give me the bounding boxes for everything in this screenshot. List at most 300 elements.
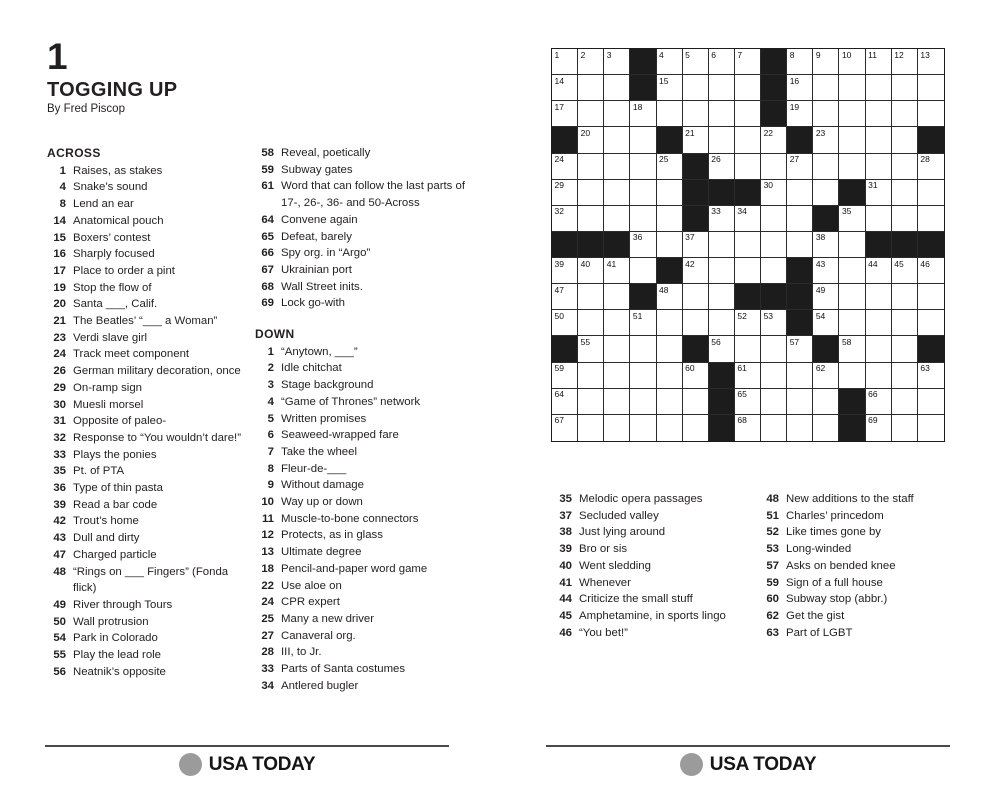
grid-cell — [630, 127, 656, 153]
grid-cell — [578, 127, 604, 153]
clue-item — [255, 628, 470, 645]
clue-item — [255, 678, 470, 695]
grid-cell — [787, 415, 813, 441]
clue-item — [47, 196, 253, 213]
clue-text: Sharply focused — [73, 248, 155, 261]
down-clues-column-2 — [760, 491, 960, 641]
clue-text: CPR expert — [281, 596, 340, 609]
cell-number: 65 — [737, 389, 747, 400]
clue-text: Response to “You wouldn’t dare!” — [73, 431, 242, 444]
clue-number: 19 — [53, 281, 66, 294]
clue-number: 6 — [267, 429, 274, 442]
clue-text: Criticize the small stuff — [579, 593, 693, 606]
clue-item — [47, 397, 253, 414]
grid-cell — [892, 389, 918, 415]
grid-cell — [866, 206, 892, 232]
grid-cell — [813, 232, 839, 258]
grid-cell — [604, 206, 630, 232]
clue-number: 57 — [766, 559, 779, 572]
grid-cell — [787, 206, 813, 232]
clue-item — [255, 178, 470, 211]
grid-cell — [866, 336, 892, 362]
cell-number: 28 — [920, 154, 930, 165]
clue-text: Dull and dirty — [73, 532, 140, 545]
grid-cell — [683, 415, 709, 441]
clue-item — [255, 245, 470, 262]
grid-cell-black — [892, 232, 918, 258]
clue-text: Parts of Santa costumes — [281, 663, 406, 676]
clue-text: Melodic opera passages — [579, 493, 703, 505]
grid-cell-black — [918, 336, 944, 362]
clue-item — [255, 377, 470, 394]
grid-cell — [918, 284, 944, 310]
grid-cell-black — [787, 310, 813, 336]
clue-item — [255, 145, 470, 162]
clue-number: 10 — [261, 496, 274, 509]
clue-text: Stage background — [281, 379, 374, 392]
clue-number: 31 — [53, 415, 66, 428]
grid-cell — [657, 180, 683, 206]
clue-text: Ultimate degree — [281, 546, 362, 559]
clue-text: Reveal, poetically — [281, 147, 371, 159]
clue-text: Opposite of paleo- — [73, 415, 167, 428]
grid-cell — [839, 258, 865, 284]
cell-number: 10 — [841, 49, 852, 60]
grid-cell — [918, 310, 944, 336]
grid-cell — [552, 284, 578, 310]
clue-number: 20 — [53, 298, 66, 311]
grid-cell — [813, 389, 839, 415]
puzzle-title: TOGGING UP — [47, 79, 178, 101]
clue-number: 9 — [267, 479, 274, 492]
clue-text: Muesli morsel — [73, 398, 144, 411]
grid-cell — [578, 310, 604, 336]
grid-cell — [839, 310, 865, 336]
grid-cell — [866, 127, 892, 153]
clue-item — [553, 524, 758, 541]
clue-item — [47, 380, 253, 397]
grid-cell — [604, 415, 630, 441]
grid-cell — [839, 127, 865, 153]
clue-item — [760, 524, 960, 541]
clue-text: Many a new driver — [281, 612, 375, 625]
grid-cell — [604, 101, 630, 127]
grid-cell — [735, 363, 761, 389]
clue-text: Asks on bended knee — [786, 559, 896, 572]
clue-number: 59 — [261, 163, 274, 176]
grid-cell-black — [839, 389, 865, 415]
clue-text: Verdi slave girl — [73, 331, 148, 344]
grid-cell — [709, 232, 735, 258]
grid-cell — [813, 49, 839, 75]
clue-number: 1 — [59, 164, 66, 177]
clue-text: III, to Jr. — [281, 646, 322, 659]
grid-cell — [813, 415, 839, 441]
clue-text: Canaveral org. — [281, 629, 356, 642]
grid-cell — [892, 336, 918, 362]
cell-number: 23 — [815, 127, 826, 138]
grid-cell — [552, 310, 578, 336]
grid-cell — [735, 154, 761, 180]
grid-cell — [918, 101, 944, 127]
cell-number: 22 — [763, 127, 774, 138]
grid-cell-black — [657, 127, 683, 153]
clue-number: 35 — [53, 465, 66, 478]
clue-text: Charles’ princedom — [786, 509, 884, 522]
clue-item — [255, 594, 470, 611]
grid-cell — [839, 363, 865, 389]
clue-number: 24 — [53, 348, 66, 361]
grid-cell — [918, 206, 944, 232]
clue-text: Raises, as stakes — [73, 164, 163, 177]
grid-cell — [761, 389, 787, 415]
clue-text: Neatnik’s opposite — [73, 665, 166, 678]
cell-number: 27 — [789, 154, 800, 165]
clue-item — [255, 477, 470, 494]
clue-number: 59 — [766, 576, 779, 589]
clue-number: 11 — [261, 512, 274, 525]
grid-cell — [552, 363, 578, 389]
clue-item — [760, 625, 960, 642]
grid-cell — [839, 101, 865, 127]
clue-item — [47, 179, 253, 196]
grid-cell — [813, 180, 839, 206]
clue-text: German military decoration, once — [73, 365, 241, 378]
grid-cell-black — [709, 180, 735, 206]
clue-item — [553, 491, 758, 508]
clue-number: 8 — [267, 462, 274, 475]
cell-number: 20 — [580, 127, 591, 138]
grid-cell — [761, 310, 787, 336]
grid-cell-black — [683, 336, 709, 362]
cell-number: 67 — [554, 415, 564, 426]
clue-item — [255, 511, 470, 528]
grid-cell — [918, 49, 944, 75]
clue-number: 48 — [766, 493, 779, 505]
clue-text: Boxers’ contest — [73, 231, 151, 244]
clue-number: 53 — [766, 543, 779, 556]
cell-number: 59 — [554, 363, 564, 374]
clue-text: Wall Street inits. — [281, 280, 363, 293]
clue-text: Trout’s home — [73, 515, 139, 528]
cell-number: 33 — [711, 206, 721, 217]
grid-cell — [657, 415, 683, 441]
grid-cell — [735, 336, 761, 362]
clue-item — [47, 346, 253, 363]
clue-text: Idle chitchat — [281, 362, 342, 375]
clue-item — [47, 497, 253, 514]
grid-cell — [630, 154, 656, 180]
cell-number: 1 — [554, 49, 560, 60]
grid-cell — [630, 258, 656, 284]
grid-cell — [630, 415, 656, 441]
grid-cell-black — [761, 101, 787, 127]
clue-text: Muscle-to-bone connectors — [281, 512, 419, 525]
grid-cell — [604, 49, 630, 75]
clue-number: 54 — [53, 632, 66, 645]
grid-cell — [813, 101, 839, 127]
grid-cell — [578, 101, 604, 127]
clue-item — [47, 280, 253, 297]
grid-cell — [657, 101, 683, 127]
cell-number: 31 — [868, 180, 878, 191]
cell-number: 30 — [763, 180, 774, 191]
cell-number: 40 — [580, 258, 591, 269]
clue-number: 41 — [559, 576, 572, 589]
grid-cell — [761, 363, 787, 389]
grid-cell — [630, 101, 656, 127]
grid-cell — [709, 49, 735, 75]
grid-cell-black — [918, 127, 944, 153]
clue-number: 45 — [559, 609, 572, 622]
grid-cell — [552, 101, 578, 127]
grid-cell-black — [839, 180, 865, 206]
clue-number: 56 — [53, 665, 66, 678]
clue-item — [47, 430, 253, 447]
clue-text: Way up or down — [281, 496, 363, 509]
cell-number: 19 — [789, 101, 800, 112]
cell-number: 48 — [659, 284, 669, 295]
grid-cell — [552, 389, 578, 415]
clue-text: Type of thin pasta — [73, 482, 163, 495]
grid-cell — [866, 180, 892, 206]
grid-cell — [604, 336, 630, 362]
clue-item — [255, 661, 470, 678]
clue-number: 52 — [766, 526, 779, 539]
clue-number: 62 — [766, 609, 779, 622]
grid-cell-black — [735, 284, 761, 310]
grid-cell-black — [709, 415, 735, 441]
clue-number: 8 — [59, 198, 66, 211]
clue-number: 33 — [53, 448, 66, 461]
grid-cell-black — [709, 363, 735, 389]
grid-cell — [630, 336, 656, 362]
grid-cell — [552, 154, 578, 180]
clue-text: Convene again — [281, 213, 358, 226]
clue-text: “Game of Thrones” network — [281, 395, 421, 408]
clue-number: 21 — [53, 315, 66, 328]
cell-number: 46 — [920, 258, 930, 269]
clue-item — [47, 630, 253, 647]
grid-cell-black — [552, 232, 578, 258]
clue-number: 28 — [261, 646, 274, 659]
grid-cell — [787, 101, 813, 127]
grid-cell-black — [630, 75, 656, 101]
grid-cell — [813, 310, 839, 336]
clue-text: Charged particle — [73, 548, 157, 561]
grid-cell — [578, 284, 604, 310]
grid-cell-black — [657, 258, 683, 284]
grid-cell — [552, 75, 578, 101]
grid-cell-black — [604, 232, 630, 258]
grid-cell — [578, 154, 604, 180]
grid-cell — [892, 363, 918, 389]
clue-item — [760, 591, 960, 608]
grid-cell-black — [787, 127, 813, 153]
cell-number: 41 — [606, 258, 617, 269]
grid-cell — [735, 258, 761, 284]
cell-number: 35 — [841, 206, 852, 217]
clue-item — [47, 213, 253, 230]
grid-cell — [813, 284, 839, 310]
cell-number: 61 — [737, 363, 747, 374]
clue-item — [255, 611, 470, 628]
clue-number: 69 — [261, 297, 274, 310]
grid-cell — [918, 154, 944, 180]
grid-cell — [892, 127, 918, 153]
grid-cell — [630, 180, 656, 206]
grid-cell — [839, 336, 865, 362]
grid-cell — [761, 258, 787, 284]
column-spacer — [255, 312, 470, 326]
clue-item — [255, 394, 470, 411]
cell-number: 36 — [632, 232, 643, 243]
grid-cell-black — [709, 389, 735, 415]
clue-number: 40 — [559, 559, 572, 572]
clue-item — [47, 313, 253, 330]
clue-item — [255, 344, 470, 361]
clue-text: Pt. of PTA — [73, 465, 125, 478]
clue-number: 30 — [53, 398, 66, 411]
cell-number: 11 — [868, 49, 877, 60]
cell-number: 32 — [554, 206, 564, 217]
grid-cell — [866, 258, 892, 284]
clue-item — [47, 597, 253, 614]
grid-cell — [657, 154, 683, 180]
clue-text: Lend an ear — [73, 198, 134, 211]
grid-cell — [735, 101, 761, 127]
clue-text: “You bet!” — [579, 626, 628, 639]
clue-number: 66 — [261, 247, 274, 260]
grid-cell — [761, 180, 787, 206]
clue-text: Protects, as in glass — [281, 529, 383, 542]
clue-text: Subway gates — [281, 163, 353, 176]
clue-number: 5 — [267, 412, 274, 425]
clue-item — [47, 263, 253, 280]
clue-text: Stop the flow of — [73, 281, 152, 294]
grid-cell — [578, 389, 604, 415]
cell-number: 4 — [659, 49, 664, 60]
clue-number: 51 — [766, 509, 779, 522]
clue-number: 55 — [53, 649, 66, 662]
clue-text: Wall protrusion — [73, 615, 149, 628]
clue-text: Park in Colorado — [73, 632, 158, 645]
clue-number: 16 — [53, 248, 66, 261]
cell-number: 54 — [815, 310, 826, 321]
clue-text: Seaweed-wrapped fare — [281, 429, 399, 442]
clue-item — [47, 513, 253, 530]
grid-cell-black — [918, 232, 944, 258]
cell-number: 52 — [737, 310, 747, 321]
clue-item — [760, 541, 960, 558]
clue-item — [47, 363, 253, 380]
grid-cell — [578, 49, 604, 75]
clue-number: 68 — [261, 280, 274, 293]
grid-cell — [709, 284, 735, 310]
grid-cell — [866, 75, 892, 101]
clue-item — [255, 279, 470, 296]
clue-number: 50 — [53, 615, 66, 628]
clue-item — [553, 558, 758, 575]
clue-number: 12 — [261, 529, 274, 542]
crossword-grid — [551, 48, 945, 442]
clue-number: 65 — [261, 230, 274, 243]
clue-number: 23 — [53, 331, 66, 344]
cell-number: 5 — [685, 49, 690, 60]
grid-cell — [761, 336, 787, 362]
grid-cell — [866, 101, 892, 127]
clue-item — [553, 625, 758, 642]
clue-item — [47, 530, 253, 547]
clue-text: Get the gist — [786, 609, 845, 622]
grid-cell — [657, 49, 683, 75]
clue-item — [255, 262, 470, 279]
grid-cell — [839, 75, 865, 101]
cell-number: 44 — [868, 258, 878, 269]
grid-cell — [787, 389, 813, 415]
grid-cell — [787, 363, 813, 389]
grid-cell — [657, 206, 683, 232]
clue-number: 14 — [53, 214, 66, 227]
clue-number: 4 — [267, 395, 274, 408]
cell-number: 26 — [711, 154, 721, 165]
grid-cell — [552, 180, 578, 206]
grid-cell — [735, 49, 761, 75]
clue-number: 1 — [267, 345, 274, 358]
clue-text: Snake’s sound — [73, 181, 148, 194]
grid-cell — [892, 49, 918, 75]
grid-cell — [552, 206, 578, 232]
cell-number: 45 — [894, 258, 904, 269]
grid-cell — [892, 258, 918, 284]
grid-cell — [604, 258, 630, 284]
clue-number: 34 — [261, 679, 274, 692]
clue-number: 44 — [559, 593, 572, 606]
cell-number: 42 — [685, 258, 695, 269]
cell-number: 3 — [606, 49, 612, 60]
grid-cell — [918, 363, 944, 389]
clue-number: 39 — [559, 543, 572, 556]
grid-cell — [604, 310, 630, 336]
clue-item — [553, 608, 758, 625]
clue-item — [47, 564, 253, 597]
clue-text: Play the lead role — [73, 649, 162, 662]
clue-text: “Anytown, ___” — [281, 345, 358, 358]
clue-text: Word that can follow the last parts of 17-, 26-, 36- and 50-Across — [281, 180, 466, 210]
grid-cell — [604, 284, 630, 310]
grid-cell — [683, 258, 709, 284]
clue-item — [255, 427, 470, 444]
cell-number: 62 — [815, 363, 826, 374]
grid-cell — [892, 154, 918, 180]
usa-today-logo-right — [546, 753, 950, 776]
grid-cell-black — [552, 336, 578, 362]
grid-cell — [683, 284, 709, 310]
grid-cell — [657, 336, 683, 362]
grid-cell — [709, 258, 735, 284]
cell-number: 21 — [685, 127, 695, 138]
grid-cell — [839, 284, 865, 310]
grid-cell — [735, 206, 761, 232]
grid-cell — [892, 206, 918, 232]
cell-number: 18 — [632, 101, 643, 112]
grid-cell-black — [761, 49, 787, 75]
clue-text: Fleur-de-___ — [281, 462, 347, 475]
grid-cell — [813, 363, 839, 389]
clue-text: Defeat, barely — [281, 230, 352, 243]
cell-number: 17 — [554, 101, 564, 112]
grid-cell — [892, 415, 918, 441]
